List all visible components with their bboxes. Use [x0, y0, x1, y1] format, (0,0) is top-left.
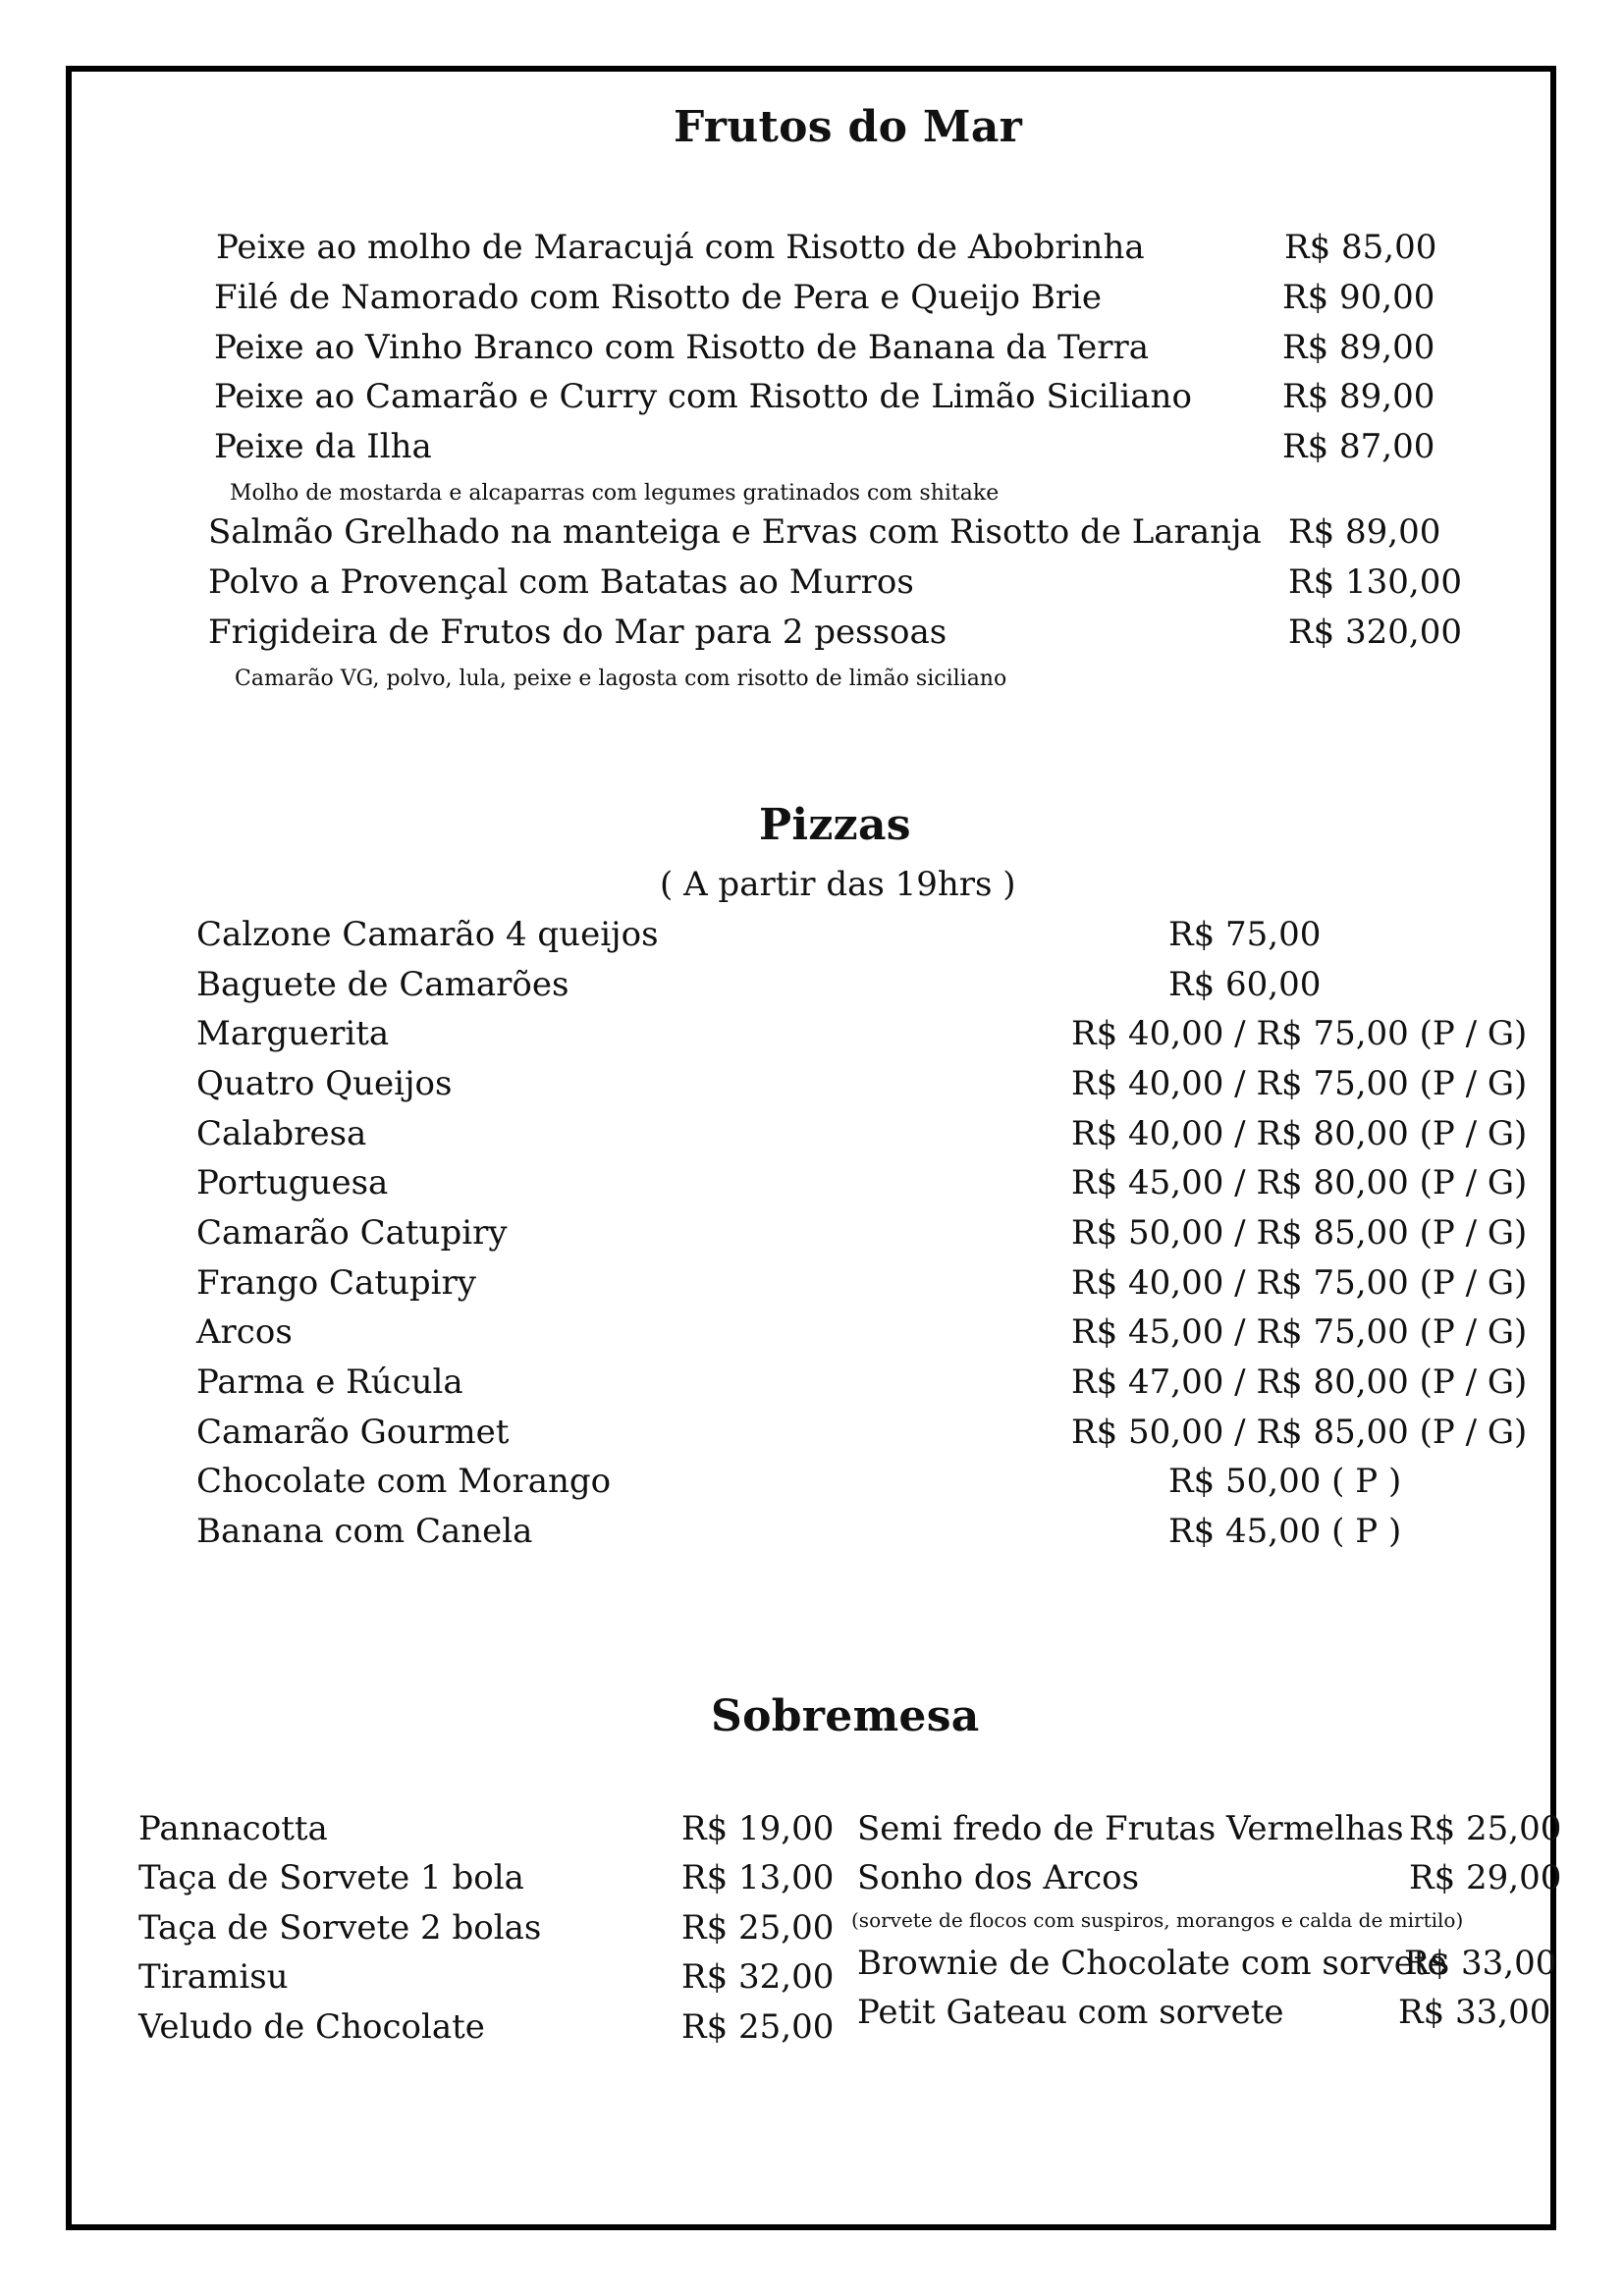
dessert-name: Sonho dos Arcos	[857, 1858, 1140, 1897]
pizza-price: R$ 50,00 / R$ 85,00 (P / G)	[1071, 1413, 1528, 1452]
dessert-price: R$ 25,00	[681, 2007, 835, 2047]
dish-price: R$ 89,00	[1288, 512, 1441, 552]
dessert-price: R$ 13,00	[681, 1858, 835, 1897]
dish-name: Salmão Grelhado na manteiga e Ervas com Risotto de Laranja	[208, 512, 1262, 552]
dessert-price: R$ 32,00	[681, 1957, 835, 1997]
dessert-price: R$ 29,00	[1409, 1858, 1562, 1897]
dessert-name: Brownie de Chocolate com sorvete	[857, 1944, 1447, 1983]
dish-price: R$ 87,00	[1282, 427, 1435, 466]
dessert-name: Tiramisu	[138, 1957, 289, 1997]
dish-price: R$ 85,00	[1284, 228, 1437, 267]
dessert-name: Pannacotta	[138, 1809, 328, 1848]
pizza-price: R$ 40,00 / R$ 80,00 (P / G)	[1071, 1114, 1528, 1153]
dish-price: R$ 320,00	[1288, 613, 1463, 652]
dish-price: R$ 130,00	[1288, 562, 1463, 602]
dish-price: R$ 90,00	[1282, 278, 1435, 317]
dessert-price: R$ 33,00	[1404, 1944, 1557, 1983]
pizza-price: R$ 40,00 / R$ 75,00 (P / G)	[1071, 1064, 1528, 1103]
dish-description: Molho de mostarda e alcaparras com legumes gratinados com shitake	[230, 481, 1000, 506]
pizza-price: R$ 47,00 / R$ 80,00 (P / G)	[1071, 1362, 1528, 1402]
pizza-name: Baguete de Camarões	[196, 965, 569, 1004]
dish-name: Peixe ao Camarão e Curry com Risotto de Limão Siciliano	[214, 377, 1192, 416]
pizza-price: R$ 50,00 / R$ 85,00 (P / G)	[1071, 1213, 1528, 1253]
pizza-price: R$ 60,00	[1168, 965, 1322, 1004]
pizza-name: Chocolate com Morango	[196, 1462, 612, 1501]
pizza-name: Calzone Camarão 4 queijos	[196, 915, 659, 954]
section-title-frutos-do-mar: Frutos do Mar	[674, 102, 1023, 152]
dish-price: R$ 89,00	[1282, 377, 1435, 416]
section-title-pizzas: Pizzas	[759, 800, 911, 850]
dessert-name: Petit Gateau com sorvete	[857, 1993, 1284, 2032]
dessert-price: R$ 25,00	[1409, 1809, 1562, 1848]
pizza-name: Camarão Gourmet	[196, 1413, 510, 1452]
pizza-name: Frango Catupiry	[196, 1263, 476, 1303]
pizza-name: Arcos	[196, 1312, 293, 1352]
dessert-name: Taça de Sorvete 2 bolas	[138, 1908, 542, 1948]
dessert-description: (sorvete de flocos com suspiros, morangos e calda de mirtilo)	[851, 1908, 1464, 1932]
dish-name: Peixe da Ilha	[214, 427, 432, 466]
dessert-price: R$ 33,00	[1398, 1993, 1551, 2032]
pizza-price: R$ 45,00 / R$ 80,00 (P / G)	[1071, 1163, 1528, 1202]
section-subtitle-pizzas: ( A partir das 19hrs )	[660, 865, 1016, 904]
dish-description: Camarão VG, polvo, lula, peixe e lagosta com risotto de limão siciliano	[235, 667, 1007, 691]
pizza-name: Camarão Catupiry	[196, 1213, 508, 1253]
dessert-name: Taça de Sorvete 1 bola	[138, 1858, 524, 1897]
dish-name: Filé de Namorado com Risotto de Pera e Queijo Brie	[214, 278, 1103, 317]
section-title-sobremesa: Sobremesa	[711, 1691, 980, 1741]
pizza-name: Marguerita	[196, 1014, 390, 1053]
pizza-price: R$ 40,00 / R$ 75,00 (P / G)	[1071, 1014, 1528, 1053]
pizza-price: R$ 50,00 ( P )	[1168, 1462, 1402, 1501]
pizza-name: Calabresa	[196, 1114, 367, 1153]
dish-price: R$ 89,00	[1282, 328, 1435, 367]
dish-name: Peixe ao Vinho Branco com Risotto de Banana da Terra	[214, 328, 1150, 367]
pizza-name: Portuguesa	[196, 1163, 389, 1202]
dish-name: Peixe ao molho de Maracujá com Risotto de Abobrinha	[216, 228, 1145, 267]
pizza-price: R$ 40,00 / R$ 75,00 (P / G)	[1071, 1263, 1528, 1303]
pizza-name: Quatro Queijos	[196, 1064, 453, 1103]
pizza-name: Parma e Rúcula	[196, 1362, 463, 1402]
pizza-price: R$ 45,00 / R$ 75,00 (P / G)	[1071, 1312, 1528, 1352]
pizza-price: R$ 75,00	[1168, 915, 1322, 954]
dessert-price: R$ 25,00	[681, 1908, 835, 1948]
dish-name: Frigideira de Frutos do Mar para 2 pessoas	[208, 613, 947, 652]
dish-name: Polvo a Provençal com Batatas ao Murros	[208, 562, 914, 602]
dessert-name: Semi fredo de Frutas Vermelhas	[857, 1809, 1404, 1848]
dessert-price: R$ 19,00	[681, 1809, 835, 1848]
dessert-name: Veludo de Chocolate	[138, 2007, 485, 2047]
pizza-price: R$ 45,00 ( P )	[1168, 1512, 1402, 1551]
pizza-name: Banana com Canela	[196, 1512, 533, 1551]
